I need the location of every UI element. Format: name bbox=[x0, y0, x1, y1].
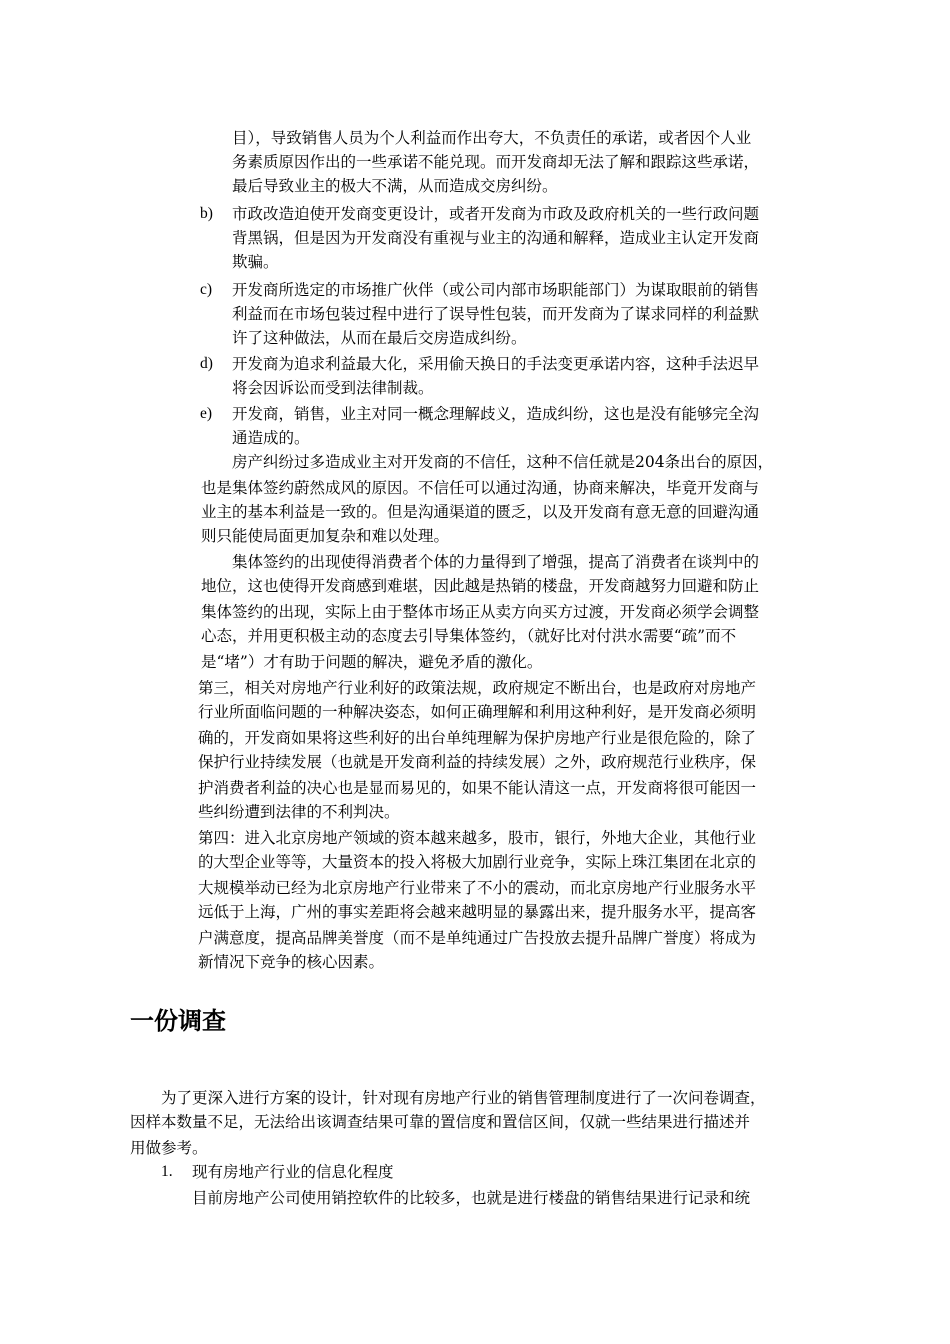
text-line: 市政改造迫使开发商变更设计，或者开发商为市政及政府机关的一些行政问题 bbox=[232, 205, 760, 223]
text-line: 大规模举动已经为北京房地产行业带来了不小的震动，而北京房地产行业服务水平 bbox=[198, 879, 757, 897]
text-line: 背黑锅，但是因为开发商没有重视与业主的沟通和解释，造成业主认定开发商 bbox=[232, 229, 760, 247]
text-line: 地位，这也使得开发商感到难堪，因此越是热销的楼盘，开发商越努力回避和防止 bbox=[201, 577, 760, 595]
text-line: 因样本数量不足，无法给出该调查结果可靠的置信度和置信区间，仅就一些结果进行描述并 bbox=[130, 1113, 751, 1131]
text-line: 远低于上海，广州的事实差距将会越来越明显的暴露出来，提升服务水平，提高客 bbox=[198, 903, 757, 921]
text-line: 业主的基本利益是一致的。但是沟通渠道的匮乏，以及开发商有意无意的回避沟通 bbox=[201, 503, 760, 521]
section-heading: 一份调查 bbox=[130, 1007, 226, 1035]
text-line: 行业所面临问题的一种解决姿态，如何正确理解和利用这种利好，是开发商必须明 bbox=[198, 703, 757, 721]
text-line: 第四：进入北京房地产领域的资本越来越多，股市，银行，外地大企业，其他行业 bbox=[198, 829, 757, 847]
text-line: 务素质原因作出的一些承诺不能兑现。而开发商却无法了解和跟踪这些承诺， bbox=[232, 153, 760, 171]
text-line: 的大型企业等等，大量资本的投入将极大加剧行业竞争，实际上珠江集团在北京的 bbox=[198, 853, 757, 871]
item-title: 现有房地产行业的信息化程度 bbox=[192, 1163, 394, 1181]
text-line: 开发商，销售，业主对同一概念理解歧义，造成纠纷，这也是没有能够完全沟 bbox=[232, 405, 760, 423]
text-line: 新情况下竞争的核心因素。 bbox=[198, 953, 385, 971]
text-line: 目前房地产公司使用销控软件的比较多，也就是进行楼盘的销售结果进行记录和统 bbox=[192, 1189, 751, 1207]
text-line: 集体签约的出现使得消费者个体的力量得到了增强，提高了消费者在谈判中的 bbox=[232, 553, 760, 571]
text-line: 保护行业持续发展（也就是开发商利益的持续发展）之外，政府规范行业秩序，保 bbox=[198, 753, 757, 771]
text-line: 确的，开发商如果将这些利好的出台单纯理解为保护房地产行业是很危险的，除了 bbox=[198, 729, 757, 747]
list-marker: 1. bbox=[161, 1163, 173, 1180]
list-marker: b) bbox=[200, 205, 213, 222]
text-line: 为了更深入进行方案的设计，针对现有房地产行业的销售管理制度进行了一次问卷调查， bbox=[161, 1089, 766, 1107]
text-line: 开发商为追求利益最大化，采用偷天换日的手法变更承诺内容，这种手法迟早 bbox=[232, 355, 760, 373]
text-line: 也是集体签约蔚然成风的原因。不信任可以通过沟通，协商来解决，毕竟开发商与 bbox=[201, 479, 760, 497]
text-line: 房产纠纷过多造成业主对开发商的不信任，这种不信任就是204条出台的原因， bbox=[232, 453, 774, 471]
text-line: 心态，并用更积极主动的态度去引导集体签约，（就好比对付洪水需要“疏”而不 bbox=[201, 627, 737, 645]
text-line: 则只能使局面更加复杂和难以处理。 bbox=[201, 527, 450, 545]
text-line: 护消费者利益的决心也是显而易见的，如果不能认清这一点，开发商将很可能因一 bbox=[198, 779, 757, 797]
text-line: 将会因诉讼而受到法律制裁。 bbox=[232, 379, 434, 397]
text-line: 目），导致销售人员为个人利益而作出夸大，不负责任的承诺，或者因个人业 bbox=[232, 129, 752, 147]
text-line: 是“堵”）才有助于问题的解决，避免矛盾的激化。 bbox=[201, 653, 543, 671]
text-line: 欺骗。 bbox=[232, 253, 279, 271]
list-marker: c) bbox=[200, 281, 213, 298]
text-line: 通造成的。 bbox=[232, 429, 310, 447]
text-line: 利益而在市场包装过程中进行了误导性包装，而开发商为了谋求同样的利益默 bbox=[232, 305, 760, 323]
text-line: 开发商所选定的市场推广伙伴（或公司内部市场职能部门）为谋取眼前的销售 bbox=[232, 281, 760, 299]
text-line: 最后导致业主的极大不满，从而造成交房纠纷。 bbox=[232, 177, 558, 195]
text-line: 用做参考。 bbox=[130, 1139, 208, 1157]
text-line: 集体签约的出现，实际上由于整体市场正从卖方向买方过渡，开发商必须学会调整 bbox=[201, 603, 760, 621]
list-marker: e) bbox=[200, 405, 213, 422]
list-marker: d) bbox=[200, 355, 213, 372]
text-line: 户满意度，提高品牌美誉度（而不是单纯通过广告投放去提升品牌广誉度）将成为 bbox=[198, 929, 757, 947]
text-line: 许了这种做法，从而在最后交房造成纠纷。 bbox=[232, 329, 527, 347]
text-line: 第三，相关对房地产行业利好的政策法规，政府规定不断出台，也是政府对房地产 bbox=[198, 679, 757, 697]
text-line: 些纠纷遭到法律的不利判决。 bbox=[198, 803, 400, 821]
